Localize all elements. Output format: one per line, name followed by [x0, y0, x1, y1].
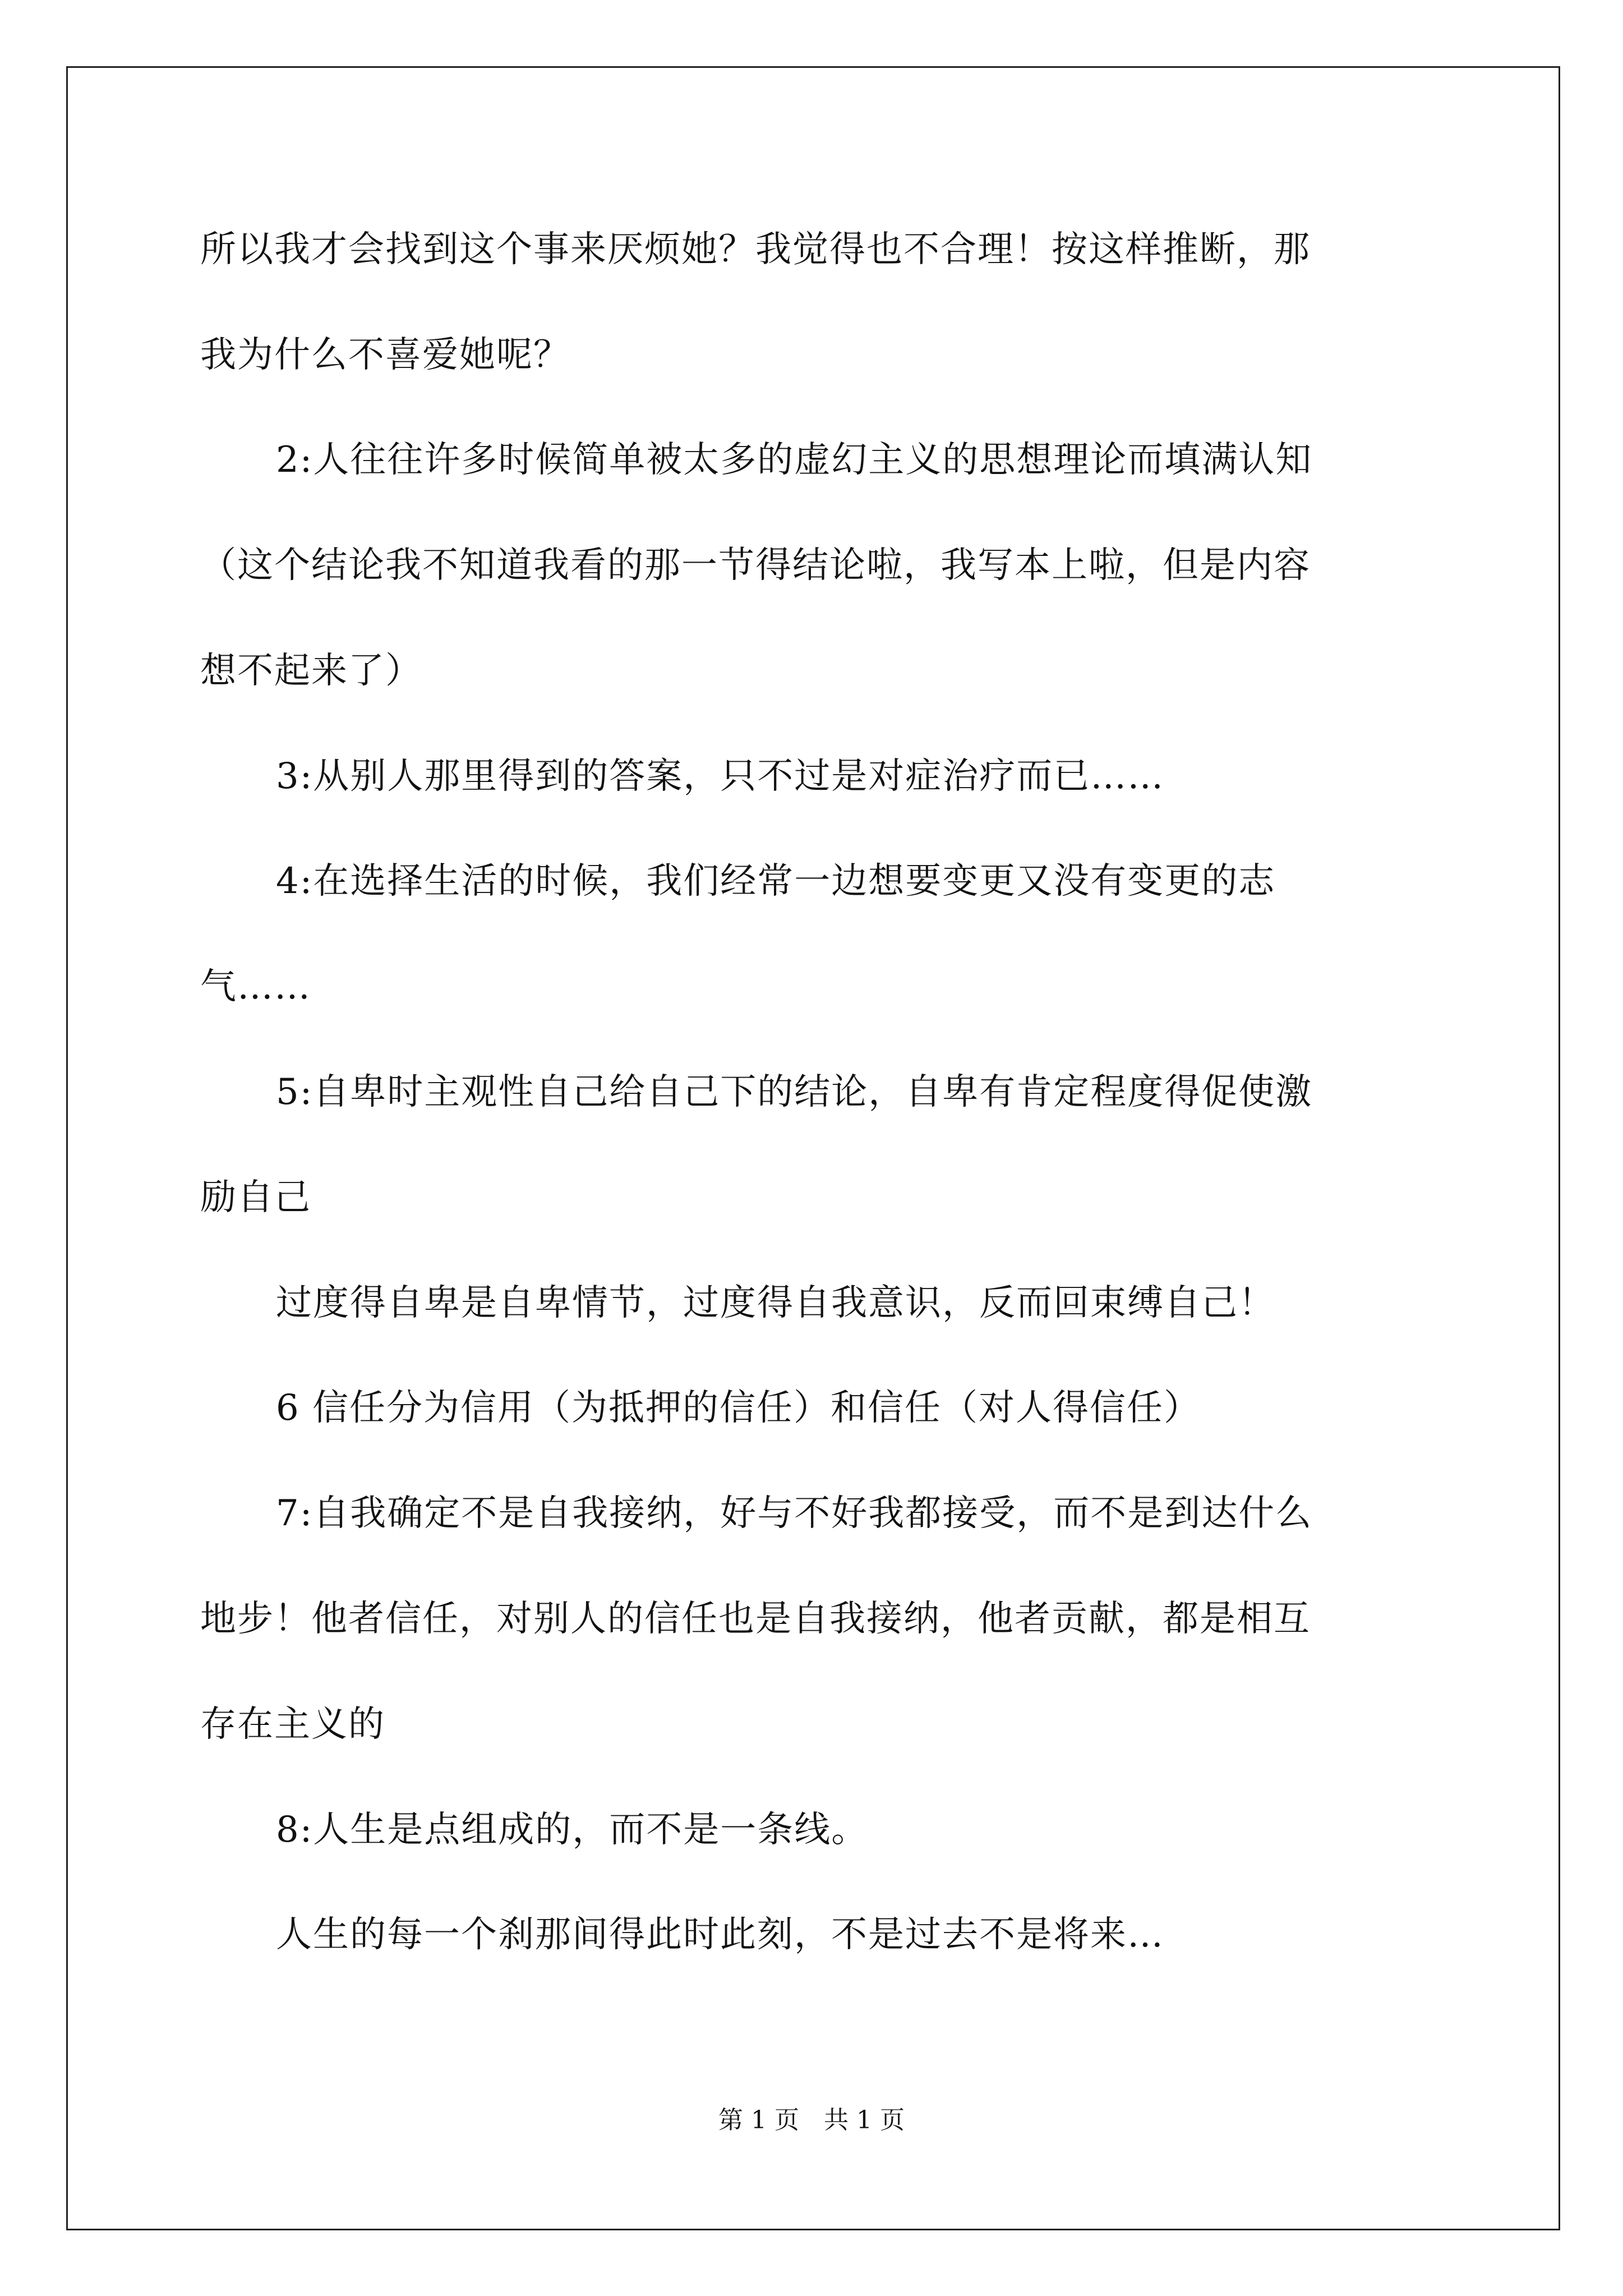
- text-line: 存在主义的: [200, 1704, 385, 1745]
- text-line: 气……: [200, 966, 311, 1007]
- text-line: 2:人往往许多时候简单被太多的虚幻主义的思想理论而填满认知: [276, 439, 1313, 481]
- text-line: 8:人生是点组成的，而不是一条线。: [276, 1809, 869, 1851]
- text-line: 我为什么不喜爱她呢？: [200, 334, 570, 376]
- text-line: 6 信任分为信用（为抵押的信任）和信任（对人得信任）: [276, 1387, 1201, 1429]
- text-line: 3:从别人那里得到的答案，只不过是对症治疗而已……: [276, 756, 1165, 797]
- text-line: 地步！他者信任，对别人的信任也是自我接纳，他者贡献，都是相互: [200, 1598, 1311, 1640]
- text-line: 7:自我确定不是自我接纳，好与不好我都接受，而不是到达什么: [276, 1493, 1313, 1534]
- text-line: 4:在选择生活的时候，我们经常一边想要变更又没有变更的志: [276, 861, 1276, 902]
- text-line: 想不起来了）: [200, 650, 422, 692]
- text-line: 5:自卑时主观性自己给自己下的结论，自卑有肯定程度得促使激: [276, 1071, 1313, 1113]
- text-line: （这个结论我不知道我看的那一节得结论啦，我写本上啦，但是内容: [200, 545, 1311, 586]
- page-border: [66, 66, 1560, 2230]
- text-line: 过度得自卑是自卑情节，过度得自我意识，反而回束缚自己！: [276, 1282, 1275, 1324]
- text-line: 励自己: [200, 1177, 311, 1218]
- text-line: 所以我才会找到这个事来厌烦她？我觉得也不合理！按这样推断，那: [200, 229, 1311, 270]
- text-line: 人生的每一个刹那间得此时此刻，不是过去不是将来…: [276, 1914, 1164, 1955]
- page-footer: 第 1 页 共 1 页: [718, 2106, 905, 2134]
